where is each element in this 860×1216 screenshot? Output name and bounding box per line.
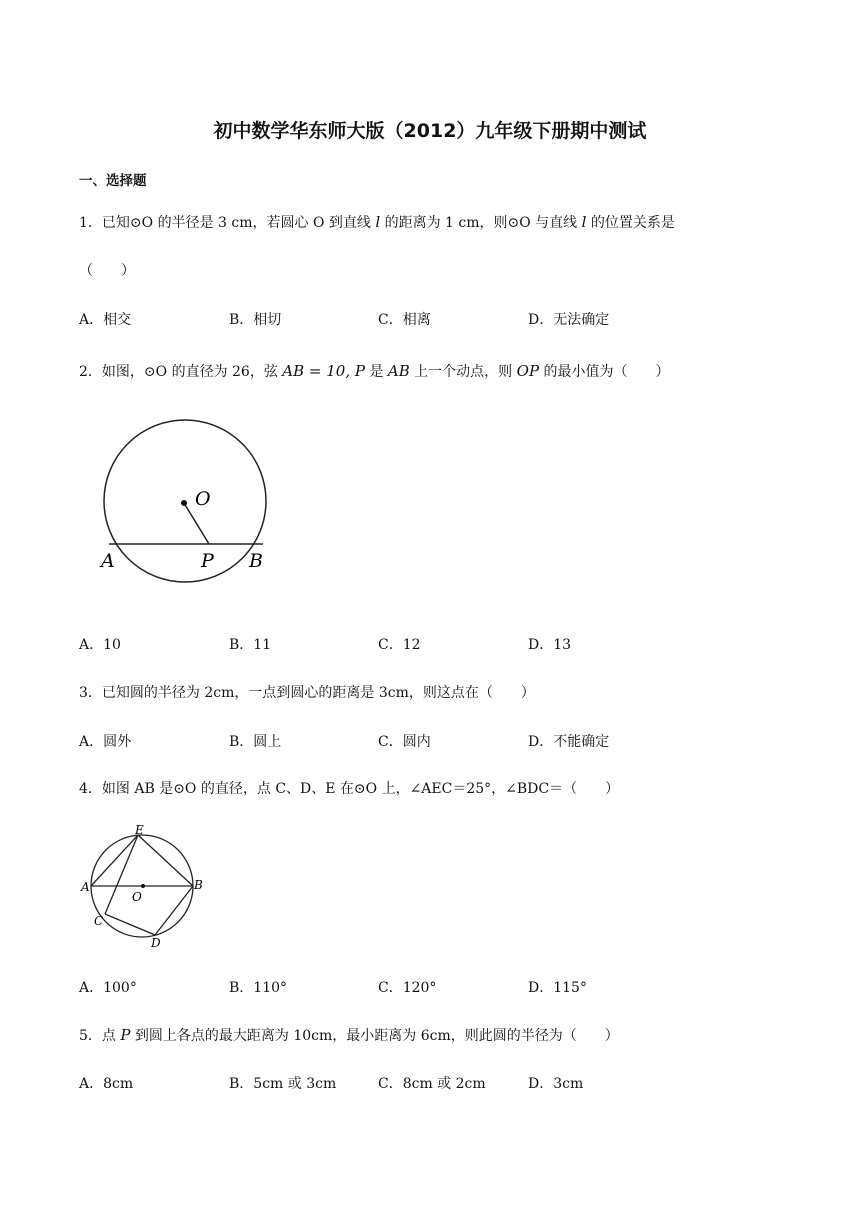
q1-var-l: l bbox=[375, 213, 381, 231]
question-2-stem bbox=[79, 361, 669, 381]
q1-option-d: D．无法确定 bbox=[528, 312, 610, 328]
q1-text-1: 1．已知⊙O 的半径是 3 cm，若圆心 O 到直线 bbox=[79, 215, 376, 231]
q4-label-b: B bbox=[194, 878, 203, 892]
q2-label-o: O bbox=[195, 488, 211, 510]
q1-option-c: C．相离 bbox=[378, 312, 431, 328]
q2-option-c: C．12 bbox=[378, 637, 421, 653]
question-1-stem bbox=[79, 212, 675, 232]
q4-label-a: A bbox=[81, 880, 90, 894]
q4-option-c: C．120° bbox=[378, 980, 437, 996]
q2-option-a: A．10 bbox=[79, 637, 121, 653]
q4-center-point bbox=[141, 884, 145, 888]
q5-option-c: C．8cm 或 2cm bbox=[378, 1076, 486, 1092]
q5-option-d: D．3cm bbox=[528, 1076, 584, 1092]
q4-circle-figure bbox=[75, 822, 215, 952]
q3-option-d: D．不能确定 bbox=[528, 734, 610, 750]
q2-label-b: B bbox=[249, 550, 263, 572]
q2-text-1: 2．如图，⊙O 的直径为 26，弦 bbox=[79, 364, 283, 380]
q4-label-o: O bbox=[132, 890, 142, 904]
q2-center-point bbox=[181, 500, 187, 506]
q4-chord-eb bbox=[138, 835, 193, 886]
q4-option-d: D．115° bbox=[528, 980, 587, 996]
q5-text-1: 5．点 bbox=[79, 1028, 121, 1044]
q3-option-b: B．圆上 bbox=[229, 734, 282, 750]
q4-label-c: C bbox=[94, 914, 104, 928]
q2-text-4: 的最小值为（ ） bbox=[539, 364, 670, 380]
question-1-stem-line2: （ ） bbox=[79, 263, 135, 279]
q1-text-3: 的位置关系是 bbox=[586, 215, 675, 231]
q5-text-2: 到圆上各点的最大距离为 10cm，最小距离为 6cm，则此圆的半径为（ ） bbox=[130, 1028, 619, 1044]
q2-circle-figure bbox=[95, 410, 285, 595]
q1-text-2: 的距离为 1 cm，则⊙O 与直线 bbox=[380, 215, 582, 231]
page-title: 初中数学华东师大版（2012）九年级下册期中测试 bbox=[213, 120, 647, 142]
q4-label-e: E bbox=[135, 823, 144, 837]
q1-var-l-2: l bbox=[581, 213, 587, 231]
q5-var-p: P bbox=[120, 1026, 131, 1044]
q4-chord-cd bbox=[105, 914, 155, 935]
q2-math-ab: AB bbox=[387, 362, 410, 380]
q2-label-a: A bbox=[101, 550, 115, 572]
q2-option-b: B．11 bbox=[229, 637, 272, 653]
q2-text-2: 是 bbox=[364, 364, 388, 380]
question-5-stem bbox=[79, 1025, 619, 1045]
question-4-stem: 4．如图 AB 是⊙O 的直径，点 C、D、E 在⊙O 上，∠AEC＝25°，∠BDC＝（ ） bbox=[79, 781, 620, 797]
q4-label-d: D bbox=[151, 936, 161, 950]
q3-option-a: A．圆外 bbox=[79, 734, 132, 750]
q2-text-3: 上一个动点，则 bbox=[409, 364, 517, 380]
question-3-stem: 3．已知圆的半径为 2cm，一点到圆心的距离是 3cm，则这点在（ ） bbox=[79, 685, 535, 701]
section-heading: 一、选择题 bbox=[79, 173, 147, 189]
q4-option-b: B．110° bbox=[229, 980, 288, 996]
q2-option-d: D．13 bbox=[528, 637, 572, 653]
q4-option-a: A．100° bbox=[79, 980, 137, 996]
q1-option-b: B．相切 bbox=[229, 312, 282, 328]
q1-option-a: A．相交 bbox=[79, 312, 132, 328]
q5-option-b: B．5cm 或 3cm bbox=[229, 1076, 337, 1092]
q2-math-op: OP bbox=[516, 362, 540, 380]
q2-math-ab-p: AB = 10, P bbox=[282, 362, 365, 380]
q2-label-p: P bbox=[201, 550, 214, 572]
q5-option-a: A．8cm bbox=[79, 1076, 134, 1092]
q3-option-c: C．圆内 bbox=[378, 734, 431, 750]
